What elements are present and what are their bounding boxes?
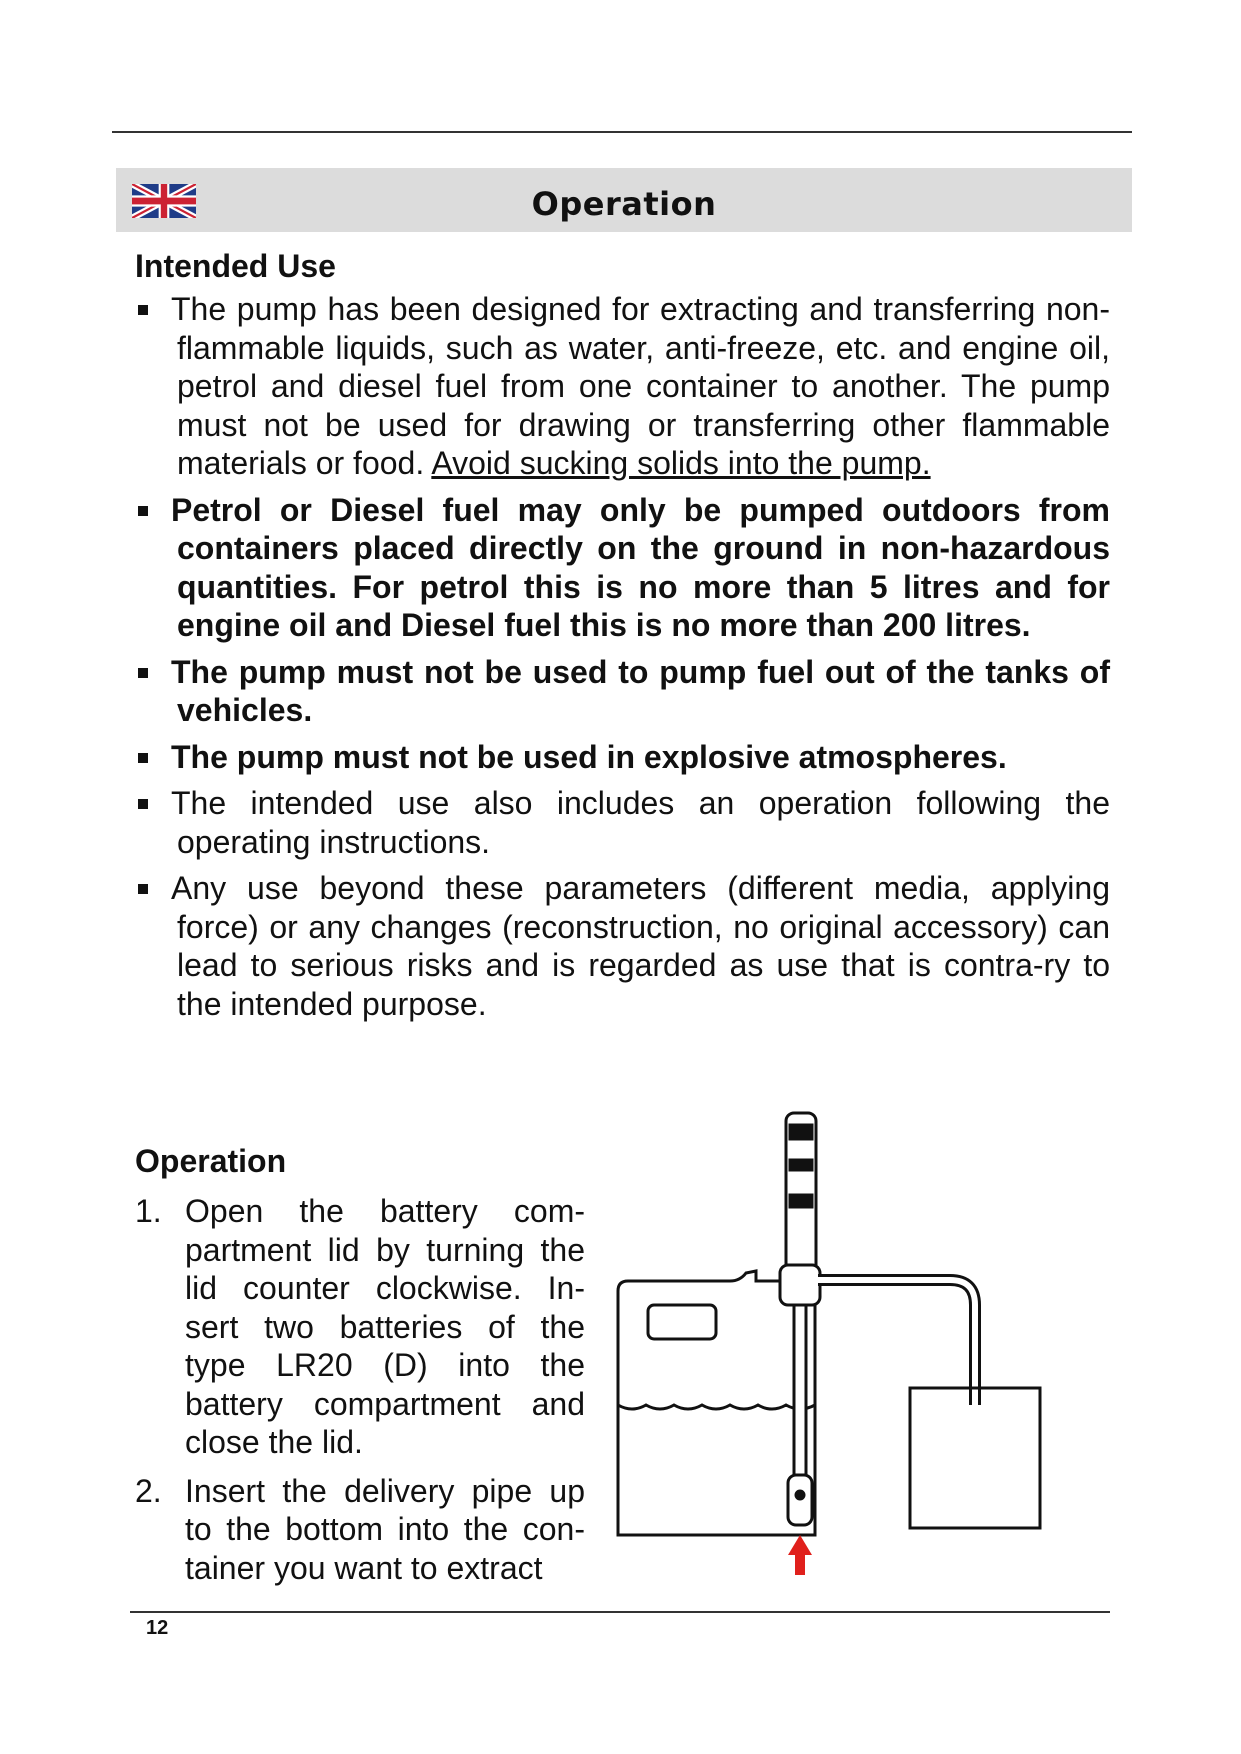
delivery-hose xyxy=(818,1280,975,1405)
warning-underlined: Avoid sucking solids into the pump. xyxy=(431,445,931,481)
operation-heading: Operation xyxy=(135,1143,287,1179)
list-item: Any use beyond these parameters (different media, applying force) or any changes (reconstruction, no original accessory) can lead to serious risks and is regarded as use that is contra-ry to the intended purpose. xyxy=(135,869,1110,1023)
source-container xyxy=(618,1271,815,1535)
step-number: 2. xyxy=(135,1472,162,1509)
bullet-icon xyxy=(138,305,148,315)
step-number: 1. xyxy=(135,1193,162,1229)
target-container xyxy=(910,1388,1040,1528)
bullet-icon xyxy=(138,799,148,809)
list-item: The pump must not be used in explosive atmospheres. xyxy=(135,738,1110,777)
bullet-icon xyxy=(138,506,148,516)
top-rule xyxy=(112,131,1132,133)
step-text: Insert the delivery pipe up to the bottom into the con-tainer you want to extract xyxy=(185,1472,585,1586)
step-item xyxy=(135,1472,585,1588)
bottom-rule xyxy=(130,1611,1110,1613)
operation-steps xyxy=(135,1192,585,1597)
pump-diagram xyxy=(600,1105,1110,1610)
intended-use-list xyxy=(135,290,1110,1031)
list-item: The intended use also includes an operation following the operating instructions. xyxy=(135,784,1110,861)
list-item: Petrol or Diesel fuel may only be pumped outdoors from containers placed directly on the ground in non-hazardous quantities. For petrol this is no more than 5 litres and for engine oil and Diesel fuel this is no more than 200 litres. xyxy=(135,491,1110,645)
bullet-icon xyxy=(138,753,148,763)
list-item: The pump has been designed for extracting and transferring non-flammable liquids, such as water, anti-freeze, etc. and engine oil, petrol and diesel fuel from one container to another. The pump must not be used for drawing or transferring other flammable materials or food. Avoid sucking solids into the pump. xyxy=(135,290,1110,483)
arrow-up-icon xyxy=(788,1535,812,1575)
step-item xyxy=(135,1192,585,1462)
section-header xyxy=(116,168,1132,232)
liquid-surface xyxy=(618,1405,815,1409)
bullet-icon xyxy=(138,668,148,678)
page-number: 12 xyxy=(146,1617,169,1639)
intended-use-heading: Intended Use xyxy=(135,248,336,284)
list-item: The pump must not be used to pump fuel out of the tanks of vehicles. xyxy=(135,653,1110,730)
section-title: Operation xyxy=(531,185,717,223)
bullet-icon xyxy=(138,884,148,894)
step-text: Open the battery com-partment lid by turning the lid counter clockwise. In-sert two batteries of the type LR20 (D) into the battery compartment and close the lid. xyxy=(185,1193,585,1460)
